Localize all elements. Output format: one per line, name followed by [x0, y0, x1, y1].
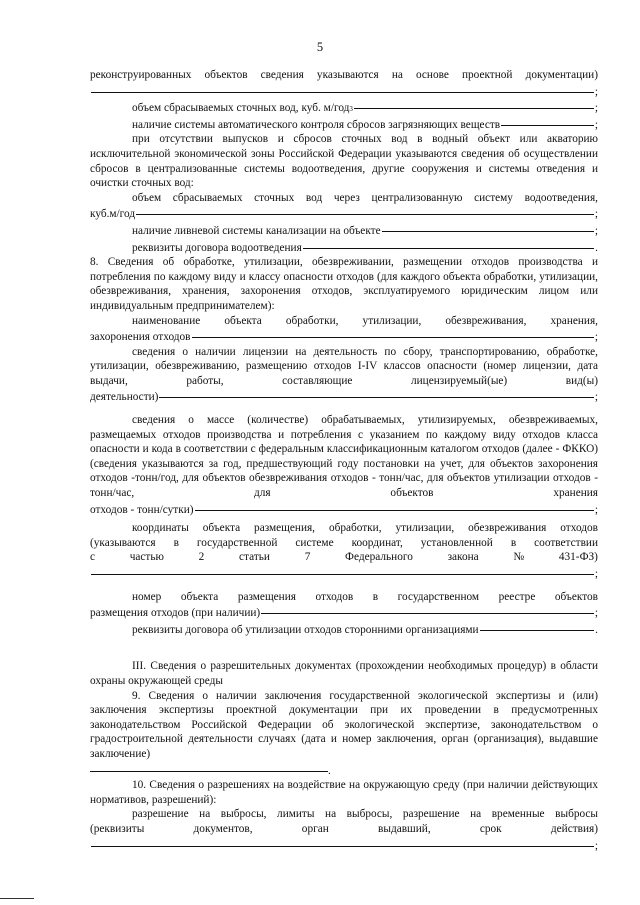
text-line: номер объекта размещения отходов в государственном реестре объектов [132, 590, 598, 603]
blank-field [159, 386, 593, 398]
law-reference-line: с частью 2 статьи 7 Федерального закона № 431-ФЗ) [90, 551, 598, 564]
footnote-divider [0, 898, 34, 899]
section-8-heading: 8. Сведения об обработке, утилизации, обезвреживании, размещении отходов производства и потребления по каждому виду и классу опасности отходов (для каждого объекта обработки, утилизации, обезвреживания, хранения, захоронения отходов, эксплуатируемого юридическим лицом или индивидуальным предпринимателем): [90, 256, 598, 312]
fill-line: . [90, 762, 598, 779]
fill-line: ; [90, 83, 598, 100]
page-number: 5 [316, 40, 324, 54]
paragraph: сведения о наличии лицензии на деятельность по сбору, транспортированию, обработке, утилизации, обезвреживанию, размещению отходов I-IV классов опасности (номер лицензии, дата выдачи, работы, составляющие лицензируемый(ые) вид(ы) [90, 345, 598, 387]
auto-control-line: наличие системы автоматического контроля сбросов загрязняющих веществ ; [90, 116, 598, 133]
blank-field [195, 499, 594, 511]
blank-field [91, 563, 594, 575]
storm-sewer-line: наличие ливневой системы канализации на объекте ; [90, 222, 598, 239]
blank-field [192, 326, 594, 338]
fill-line: захоронения отходов ; [90, 328, 598, 345]
document-body [90, 68, 598, 853]
fill-line: отходов - тонн/сутки) ; [90, 501, 598, 518]
blank-field [136, 203, 594, 215]
blank-field [382, 220, 594, 232]
blank-field [354, 97, 594, 109]
text-line: разрешение на выбросы, лимиты на выбросы, разрешение на временные выбросы [132, 808, 598, 821]
text-line: объем сбрасываемых сточных вод через централизованную систему водоотведения, [132, 191, 598, 204]
wastewater-volume-line: объем сбрасываемых сточных вод, куб. м/год 3 ; [90, 99, 598, 116]
fill-line: ; [90, 565, 598, 582]
text-line: (реквизиты документов, орган выдавший, срок действия) [90, 822, 598, 835]
fill-line: куб.м/год ; [90, 205, 598, 222]
blank-field [90, 760, 328, 772]
paragraph: координаты объекта размещения, обработки, утилизации, обезвреживания отходов (указываются в государственной системе координат, установленной в соответствии [90, 522, 598, 549]
paragraph: сведения о массе (количестве) обрабатываемых, утилизируемых, обезвреживаемых, размещаемых отходов производства и потребления с указанием по каждому виду отходов класса опасности и кода в соответствии с федеральным классификационным каталогом отходов (далее - ФККО) (сведения указываются за год, предшествующий году постановки на учет, для объектов захоронения отходов -тонн/год, для объектов обезвреживания отходов - тонн/час, для объектов утилизации отходов - тонн/час, для объектов хранения [90, 414, 598, 500]
text-line: реконструированных объектов сведения указываются на основе проектной документации) [90, 69, 598, 81]
blank-field [303, 237, 594, 249]
blank-field [501, 114, 594, 126]
blank-field [480, 619, 595, 631]
blank-field [91, 835, 594, 847]
section-3-heading: III. Сведения о разрешительных документах (прохождении необходимых процедур) в области охраны окружающей среды [90, 660, 598, 687]
fill-line: ; [90, 837, 598, 854]
sewer-contract-line: реквизиты договора водоотведения . [90, 239, 598, 256]
fill-line: деятельности) ; [90, 388, 598, 405]
blank-field [91, 81, 594, 93]
blank-field [261, 602, 594, 614]
fill-line: размещения отходов (при наличии) ; [90, 604, 598, 621]
paragraph: 10. Сведения о разрешениях на воздействие на окружающую среду (при наличии действующих нормативов, разрешений): [90, 779, 598, 806]
paragraph: 9. Сведения о наличии заключения государственной экологической экспертизы и (или) заключения экспертизы проектной документации при их проведении в предусмотренных законодательством Российской Федерации об экологической экспертизе, законодательством о градостроительной деятельности случаях (дата и номер заключения, орган (организация), выдавшие заключение) [90, 689, 598, 760]
paragraph: при отсутствии выпусков и сбросов сточных вод в водный объект или акваторию исключительной экономической зоны Российской Федерации указываются сведения об осуществлении сбросов в централизованные системы водоотведения, другие сооружения и системы отведения и очистки сточных вод: [90, 133, 598, 190]
disposal-contract-line: реквизиты договора об утилизации отходов сторонними организациями . [90, 621, 598, 638]
text-line: наименование объекта обработки, утилизации, обезвреживания, хранения, [132, 314, 598, 327]
